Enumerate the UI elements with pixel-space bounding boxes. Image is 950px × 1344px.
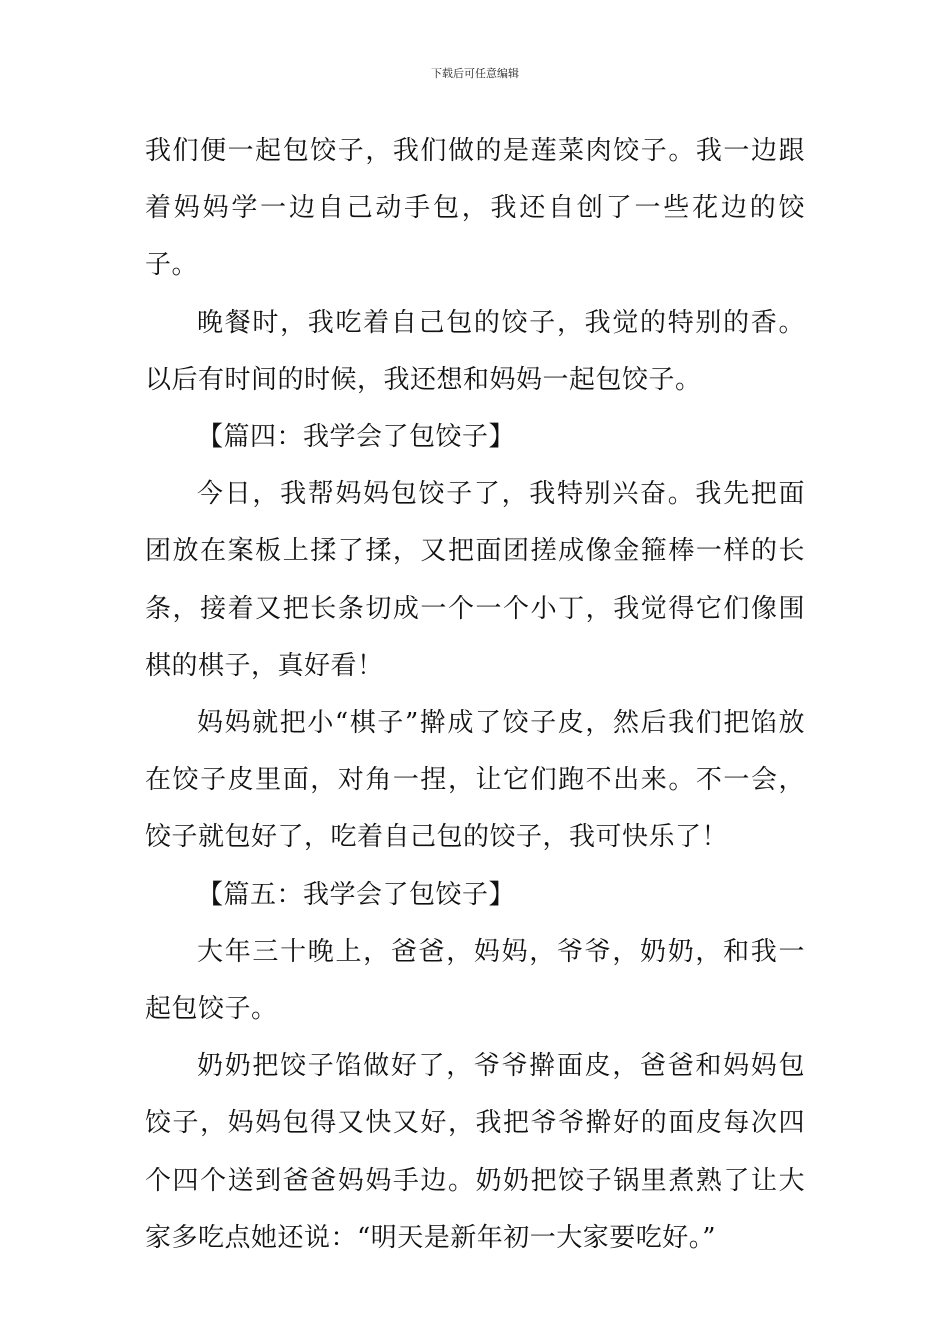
paragraph-3: 今日，我帮妈妈包饺子了，我特别兴奋。我先把面团放在案板上揉了揉，又把面团搓成像金箍棒一样的长条，接着又把长条切成一个一个小丁，我觉得它们像围棋的棋子，真好看！	[145, 479, 805, 681]
paragraph-5: 大年三十晚上，爸爸，妈妈，爷爷，奶奶，和我一起包饺子。	[145, 936, 805, 1025]
section-heading-4: 【篇四：我学会了包饺子】	[197, 422, 516, 453]
paragraph-2: 晚餐时，我吃着自己包的饺子，我觉的特别的香。以后有时间的时候，我还想和妈妈一起包饺子。	[145, 307, 805, 395]
page-header-note: 下载后可任意编辑	[431, 67, 519, 80]
document-body	[145, 123, 805, 1267]
paragraph-4: 妈妈就把小“棋子”擀成了饺子皮，然后我们把馅放在饺子皮里面，对角一捏，让它们跑不出来。不一会，饺子就包好了，吃着自己包的饺子，我可快乐了！	[145, 708, 805, 853]
section-heading-5: 【篇五：我学会了包饺子】	[197, 879, 516, 910]
paragraph-1: 我们便一起包饺子，我们做的是莲菜肉饺子。我一边跟着妈妈学一边自己动手包，我还自创了一些花边的饺子。	[145, 136, 805, 281]
paragraph-6: 奶奶把饺子馅做好了，爷爷擀面皮，爸爸和妈妈包饺子，妈妈包得又快又好，我把爷爷擀好的面皮每次四个四个送到爸爸妈妈手边。奶奶把饺子锅里煮熟了让大家多吃点她还说：“明天是新年初一大家要吃好。”	[145, 1051, 805, 1253]
